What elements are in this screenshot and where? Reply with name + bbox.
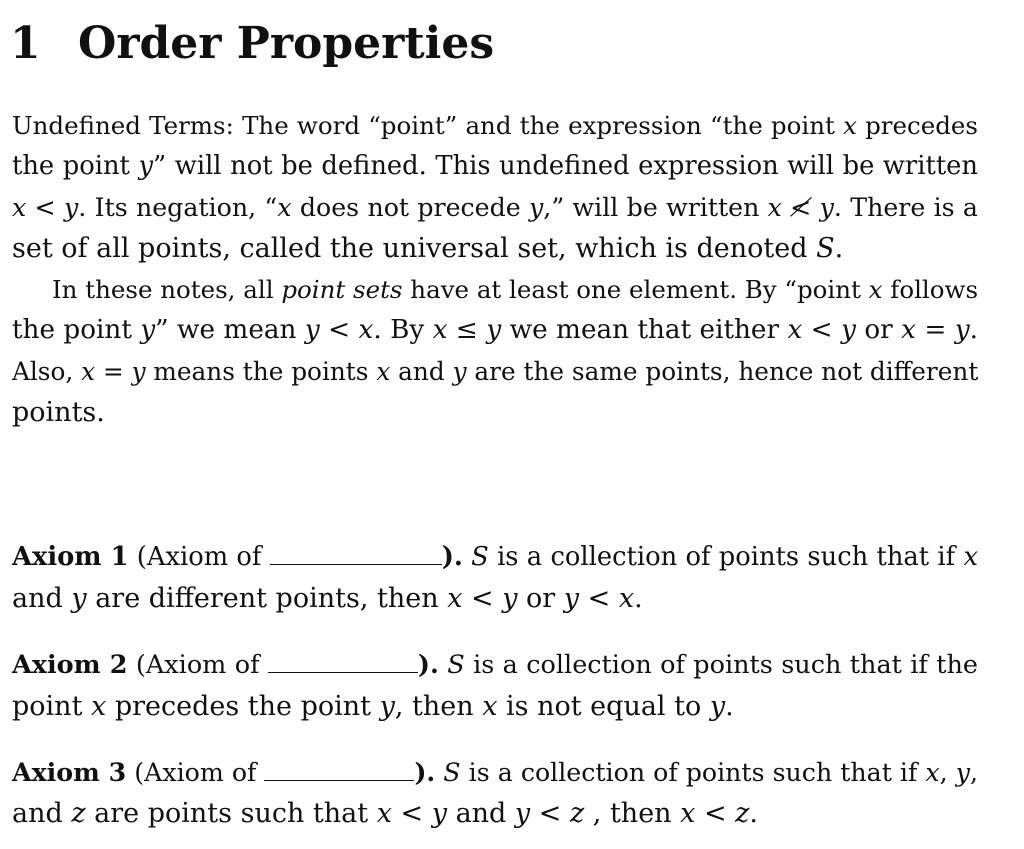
axiom-1 xyxy=(12,537,978,619)
section-title: Order Properties xyxy=(78,18,495,69)
emphasis-point-sets: point sets xyxy=(281,275,403,304)
intro-line-4: set of all points, called the universal set, which is denoted S. xyxy=(12,233,844,264)
axiom-2-label: Axiom 2 xyxy=(12,650,128,680)
axiom-3-line-2: and z are points such that x < y and y < z , then x < z. xyxy=(12,798,758,829)
intro-paragraph xyxy=(12,105,978,269)
notes-line-3: Also, x = y means the points x and y are the same points, hence not different xyxy=(12,357,979,386)
notes-paragraph xyxy=(12,269,978,433)
axiom-2 xyxy=(12,645,978,727)
axiom-2-line-1: Axiom 2 (Axiom of ). S is a collection of points such that if the xyxy=(12,650,979,680)
intro-line-2: the point y” will not be defined. This undefined expression will be written xyxy=(12,151,978,181)
axiom-1-label: Axiom 1 xyxy=(12,542,129,572)
axiom-1-line-1: Axiom 1 (Axiom of ). S is a collection of points such that if x xyxy=(12,542,978,572)
section-number: 1 xyxy=(10,18,41,69)
axiom-3-blank xyxy=(264,758,414,781)
axiom-3-label: Axiom 3 xyxy=(12,757,127,787)
axiom-1-line-2: and y are different points, then x < y or y < x. xyxy=(12,583,643,614)
intro-line-1: Undefined Terms: The word “point” and the expression “the point x precedes xyxy=(12,111,978,140)
axiom-1-blank xyxy=(270,542,442,565)
axiom-3 xyxy=(12,752,978,834)
axiom-2-line-2: point x precedes the point y, then x is not equal to y. xyxy=(12,691,734,722)
section-heading xyxy=(10,18,494,70)
notes-line-2: the point y” we mean y < x. By x ≤ y we mean that either x < y or x = y. xyxy=(12,315,979,345)
notes-line-1: In these notes, all point sets have at least one element. By “point x follows xyxy=(52,275,979,304)
notes-line-4: points. xyxy=(12,397,105,428)
intro-line-3: x < y. Its negation, “x does not precede y,” will be written x ≮ y. There is a xyxy=(12,193,978,222)
axiom-3-line-1: Axiom 3 (Axiom of ). S is a collection of points such that if x, y, xyxy=(12,757,979,787)
axiom-2-blank xyxy=(268,650,418,673)
